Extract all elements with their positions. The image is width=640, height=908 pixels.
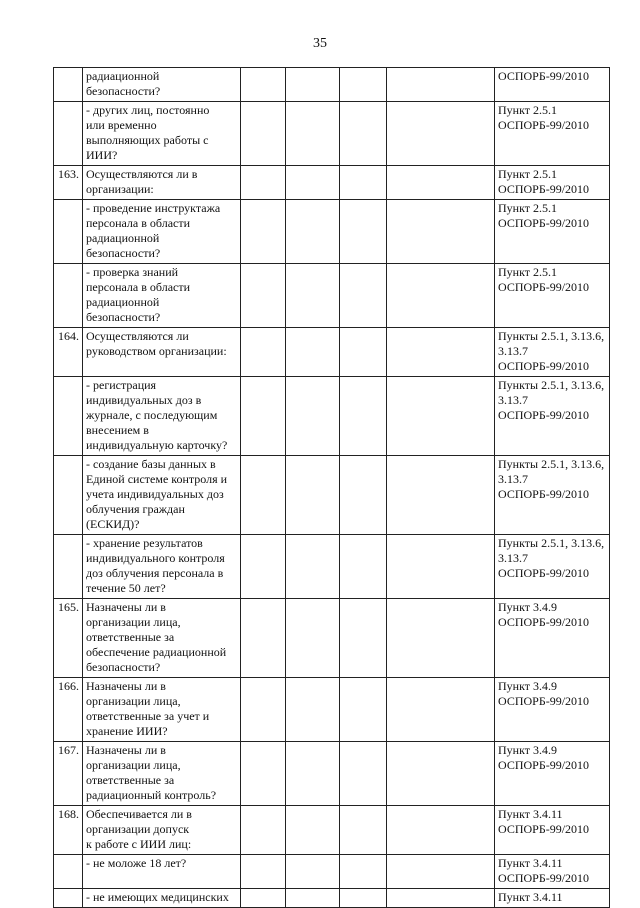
item-number <box>54 855 83 889</box>
table-row <box>54 200 610 264</box>
answer-yes-cell <box>241 806 286 855</box>
regulation-reference: Пункт 3.4.11 ОСПОРБ-99/2010 <box>495 855 610 889</box>
regulation-reference: Пункт 2.5.1 ОСПОРБ-99/2010 <box>495 166 610 200</box>
table-row <box>54 599 610 678</box>
table-row <box>54 678 610 742</box>
requirement-question: - регистрация индивидуальных доз в журнале, с последующим внесением в индивидуальную карточку? <box>83 377 241 456</box>
table-row <box>54 535 610 599</box>
answer-na-cell <box>340 535 387 599</box>
requirement-question: радиационной безопасности? <box>83 68 241 102</box>
table-row <box>54 68 610 102</box>
answer-yes-cell <box>241 742 286 806</box>
regulation-reference: Пункты 2.5.1, 3.13.6, 3.13.7 ОСПОРБ-99/2010 <box>495 456 610 535</box>
answer-yes-cell <box>241 377 286 456</box>
requirement-question: - хранение результатов индивидуального контроля доз облучения персонала в течение 50 лет? <box>83 535 241 599</box>
answer-yes-cell <box>241 855 286 889</box>
answer-no-cell <box>286 200 340 264</box>
table-row <box>54 166 610 200</box>
regulation-reference: Пункт 3.4.9 ОСПОРБ-99/2010 <box>495 599 610 678</box>
table-row <box>54 328 610 377</box>
item-number: 168. <box>54 806 83 855</box>
answer-no-cell <box>286 456 340 535</box>
item-number: 164. <box>54 328 83 377</box>
checklist-body <box>54 68 610 908</box>
answer-na-cell <box>340 166 387 200</box>
answer-na-cell <box>340 599 387 678</box>
item-number <box>54 102 83 166</box>
answer-yes-cell <box>241 102 286 166</box>
regulation-reference: Пункт 2.5.1 ОСПОРБ-99/2010 <box>495 102 610 166</box>
requirement-question: Назначены ли в организации лица, ответственные за обеспечение радиационной безопасности? <box>83 599 241 678</box>
requirement-question: Назначены ли в организации лица, ответственные за учет и хранение ИИИ? <box>83 678 241 742</box>
item-number <box>54 535 83 599</box>
regulation-reference: Пункт 3.4.9 ОСПОРБ-99/2010 <box>495 742 610 806</box>
answer-no-cell <box>286 102 340 166</box>
item-number: 163. <box>54 166 83 200</box>
remarks-cell <box>387 264 495 328</box>
regulation-reference: Пункт 3.4.11 ОСПОРБ-99/2010 <box>495 806 610 855</box>
answer-na-cell <box>340 377 387 456</box>
table-row <box>54 456 610 535</box>
remarks-cell <box>387 68 495 102</box>
remarks-cell <box>387 377 495 456</box>
regulation-reference: Пункты 2.5.1, 3.13.6, 3.13.7 ОСПОРБ-99/2010 <box>495 328 610 377</box>
item-number: 166. <box>54 678 83 742</box>
remarks-cell <box>387 599 495 678</box>
answer-no-cell <box>286 377 340 456</box>
item-number: 167. <box>54 742 83 806</box>
requirement-question: Обеспечивается ли в организации допуск к работе с ИИИ лиц: <box>83 806 241 855</box>
table-row <box>54 102 610 166</box>
answer-no-cell <box>286 264 340 328</box>
answer-na-cell <box>340 200 387 264</box>
answer-yes-cell <box>241 599 286 678</box>
regulation-reference: Пункт 2.5.1 ОСПОРБ-99/2010 <box>495 264 610 328</box>
requirement-question: Осуществляются ли в организации: <box>83 166 241 200</box>
table-row <box>54 855 610 889</box>
answer-yes-cell <box>241 535 286 599</box>
answer-yes-cell <box>241 68 286 102</box>
answer-yes-cell <box>241 166 286 200</box>
regulation-reference: Пункт 3.4.11 <box>495 889 610 908</box>
answer-na-cell <box>340 68 387 102</box>
table-row <box>54 806 610 855</box>
requirement-question: - создание базы данных в Единой системе контроля и учета индивидуальных доз облучения граждан (ЕСКИД)? <box>83 456 241 535</box>
table-row <box>54 742 610 806</box>
item-number <box>54 377 83 456</box>
regulation-reference: ОСПОРБ-99/2010 <box>495 68 610 102</box>
answer-yes-cell <box>241 328 286 377</box>
regulation-reference: Пункты 2.5.1, 3.13.6, 3.13.7 ОСПОРБ-99/2010 <box>495 535 610 599</box>
item-number <box>54 264 83 328</box>
answer-no-cell <box>286 599 340 678</box>
answer-yes-cell <box>241 200 286 264</box>
remarks-cell <box>387 166 495 200</box>
page-number: 35 <box>313 36 327 51</box>
table-row <box>54 264 610 328</box>
answer-na-cell <box>340 328 387 377</box>
answer-no-cell <box>286 68 340 102</box>
item-number <box>54 456 83 535</box>
remarks-cell <box>387 200 495 264</box>
remarks-cell <box>387 535 495 599</box>
requirement-question: - проверка знаний персонала в области радиационной безопасности? <box>83 264 241 328</box>
requirement-question: Назначены ли в организации лица, ответственные за радиационный контроль? <box>83 742 241 806</box>
remarks-cell <box>387 855 495 889</box>
answer-yes-cell <box>241 264 286 328</box>
remarks-cell <box>387 806 495 855</box>
requirement-question: Осуществляются ли руководством организации: <box>83 328 241 377</box>
answer-no-cell <box>286 166 340 200</box>
answer-no-cell <box>286 742 340 806</box>
answer-na-cell <box>340 855 387 889</box>
answer-na-cell <box>340 742 387 806</box>
answer-yes-cell <box>241 456 286 535</box>
table-row <box>54 377 610 456</box>
answer-no-cell <box>286 806 340 855</box>
remarks-cell <box>387 456 495 535</box>
regulation-reference: Пункт 3.4.9 ОСПОРБ-99/2010 <box>495 678 610 742</box>
answer-na-cell <box>340 806 387 855</box>
requirement-question: - проведение инструктажа персонала в области радиационной безопасности? <box>83 200 241 264</box>
answer-yes-cell <box>241 678 286 742</box>
answer-na-cell <box>340 456 387 535</box>
requirement-question: - не моложе 18 лет? <box>83 855 241 889</box>
answer-no-cell <box>286 678 340 742</box>
item-number <box>54 68 83 102</box>
answer-no-cell <box>286 328 340 377</box>
answer-na-cell <box>340 102 387 166</box>
checklist-table <box>53 67 610 908</box>
item-number <box>54 200 83 264</box>
requirement-question: - не имеющих медицинских <box>83 889 241 908</box>
remarks-cell <box>387 678 495 742</box>
item-number: 165. <box>54 599 83 678</box>
remarks-cell <box>387 742 495 806</box>
answer-na-cell <box>340 678 387 742</box>
regulation-reference: Пункт 2.5.1 ОСПОРБ-99/2010 <box>495 200 610 264</box>
regulation-reference: Пункты 2.5.1, 3.13.6, 3.13.7 ОСПОРБ-99/2010 <box>495 377 610 456</box>
requirement-question: - других лиц, постоянно или временно выполняющих работы с ИИИ? <box>83 102 241 166</box>
answer-no-cell <box>286 535 340 599</box>
answer-na-cell <box>340 264 387 328</box>
remarks-cell <box>387 102 495 166</box>
answer-no-cell <box>286 855 340 889</box>
remarks-cell <box>387 328 495 377</box>
